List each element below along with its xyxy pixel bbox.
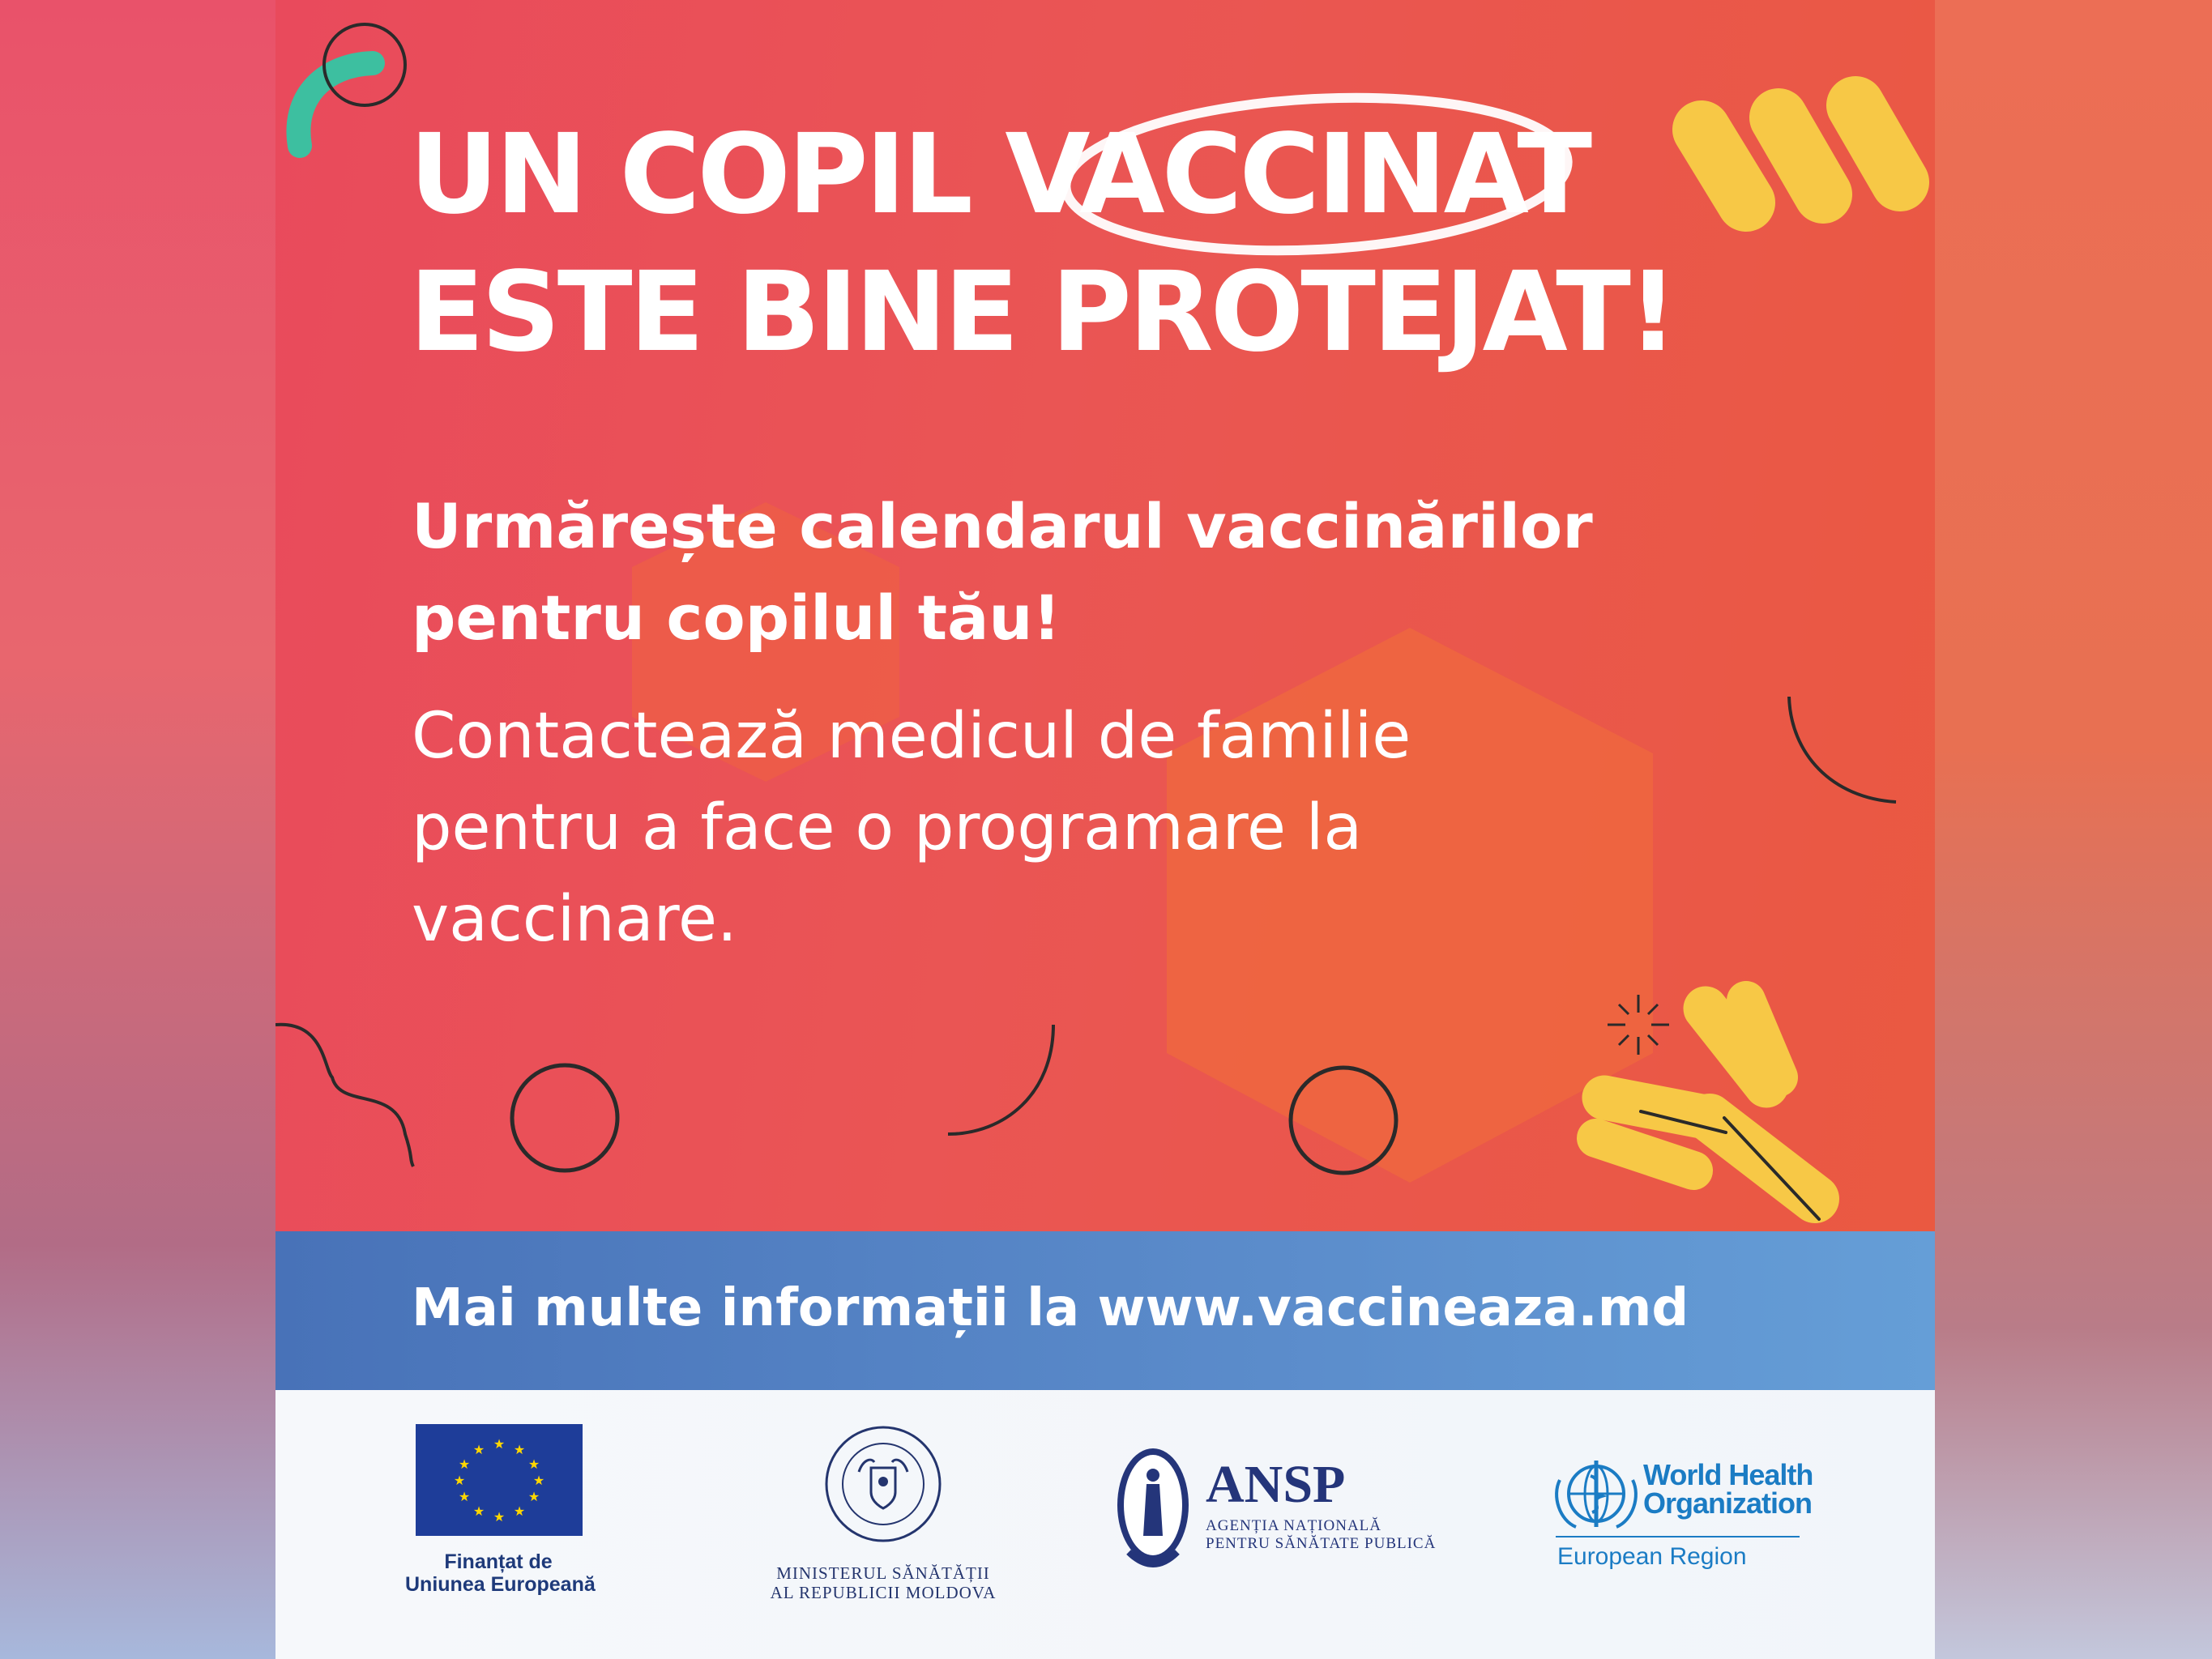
black-arc-mid: [948, 1025, 1053, 1134]
svg-text:★: ★: [453, 1473, 466, 1488]
body-line-2: pentru a face o programare la: [412, 791, 1363, 864]
body-line-1: Contactează medicul de familie: [412, 700, 1411, 773]
svg-text:★: ★: [458, 1489, 471, 1504]
poster: [275, 0, 1935, 1659]
subheading-line-1: Urmărește calendarul vaccinărilor: [412, 490, 1593, 562]
headline-line-2: ESTE BINE PROTEJAT!: [409, 249, 1675, 377]
eu-flag-icon: [416, 1424, 583, 1536]
who-region: European Region: [1557, 1543, 1747, 1570]
outline-circle-left: [512, 1065, 617, 1171]
svg-text:★: ★: [527, 1456, 540, 1472]
eu-caption-line-1: Finanțat de: [444, 1550, 553, 1573]
body-line-3: vaccinare.: [412, 883, 737, 956]
who-name-line-1: World Health: [1643, 1458, 1813, 1491]
who-divider: [1556, 1536, 1800, 1537]
eu-caption-line-2: Uniunea Europeană: [405, 1573, 596, 1596]
moldova-coat-of-arms-icon: [822, 1423, 944, 1545]
svg-text:★: ★: [472, 1503, 485, 1519]
who-name-line-2: Organization: [1643, 1486, 1813, 1520]
svg-text:★: ★: [493, 1509, 506, 1525]
headline-line-1: UN COPIL VACCINAT: [409, 111, 1590, 239]
info-link-text[interactable]: Mai multe informații la www.vaccineaza.md: [412, 1278, 1689, 1338]
ministry-caption-line-1: MINISTERUL SĂNĂTĂȚII: [776, 1563, 990, 1583]
svg-text:★: ★: [513, 1442, 526, 1457]
ministry-caption-line-2: AL REPUBLICII MOLDOVA: [770, 1583, 997, 1602]
ansp-name: ANSP: [1206, 1455, 1346, 1514]
svg-text:★: ★: [527, 1489, 540, 1504]
right-backdrop: [1935, 0, 2212, 1659]
subheading-line-2: pentru copilul tău!: [412, 582, 1061, 654]
hygieia-emblem-icon: [1112, 1447, 1194, 1572]
ansp-caption-line-1: AGENȚIA NAȚIONALĂ: [1206, 1517, 1381, 1534]
black-squiggle-left: [275, 1025, 413, 1166]
yellow-pills-shape: [1702, 105, 1900, 203]
svg-text:★: ★: [493, 1436, 506, 1452]
svg-text:★: ★: [513, 1503, 526, 1519]
svg-text:★: ★: [532, 1473, 545, 1488]
ansp-caption-line-2: PENTRU SĂNĂTATE PUBLICĂ: [1206, 1535, 1437, 1552]
black-arc-right: [1789, 697, 1896, 802]
who-emblem-icon: [1552, 1456, 1641, 1533]
svg-text:★: ★: [458, 1456, 471, 1472]
svg-text:★: ★: [472, 1442, 485, 1457]
